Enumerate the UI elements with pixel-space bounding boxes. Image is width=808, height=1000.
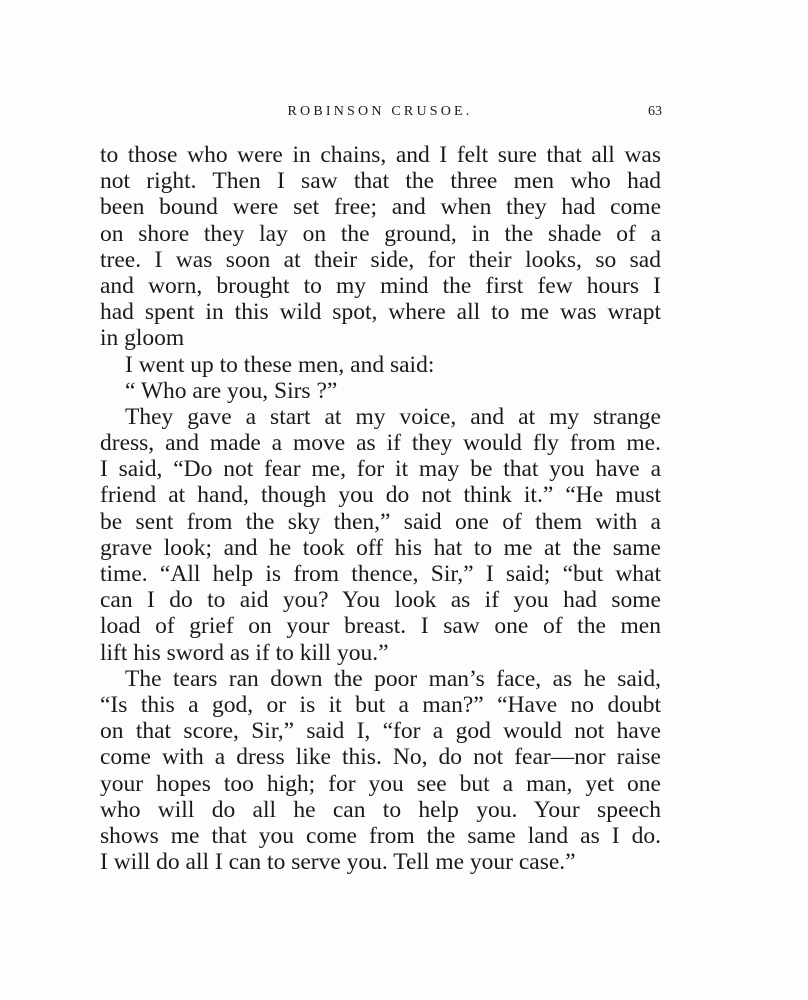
page-number: 63	[648, 104, 662, 119]
text-line: lift his sword as if to kill you.”	[100, 639, 389, 666]
text-line: be sent from the sky then,” said one of them with a	[100, 508, 661, 535]
text-line: “ Who are you, Sirs ?”	[125, 377, 338, 404]
body-text	[100, 142, 661, 875]
text-line: and worn, brought to my mind the first few hours I	[100, 272, 661, 299]
running-head	[100, 104, 660, 124]
text-line: had spent in this wild spot, where all to me was wrapt	[100, 299, 661, 326]
text-line: your hopes too high; for you see but a man, yet one	[100, 770, 661, 797]
text-line: on that score, Sir,” said I, “for a god would not have	[100, 718, 661, 745]
text-line: to those who were in chains, and I felt sure that all was	[100, 142, 661, 168]
text-line: not right. Then I saw that the three men who had	[100, 168, 661, 195]
text-line: on shore they lay on the ground, in the shade of a	[100, 220, 661, 247]
text-line: been bound were set free; and when they had come	[100, 194, 661, 221]
text-line: tree. I was soon at their side, for their looks, so sad	[100, 246, 661, 273]
text-line: The tears ran down the poor man’s face, as he said,	[125, 665, 661, 692]
text-line: I said, “Do not fear me, for it may be that you have a	[100, 456, 661, 483]
text-line: who will do all he can to help you. Your speech	[100, 796, 661, 823]
text-line: grave look; and he took off his hat to me at the same	[100, 534, 661, 561]
text-line: come with a dress like this. No, do not fear—nor raise	[100, 744, 661, 771]
text-line: friend at hand, though you do not think it.” “He must	[100, 482, 661, 509]
running-title: ROBINSON CRUSOE.	[287, 104, 473, 119]
text-line: I went up to these men, and said:	[125, 351, 435, 378]
text-line: “Is this a god, or is it but a man?” “Have no doubt	[100, 691, 661, 718]
text-line: They gave a start at my voice, and at my strange	[125, 403, 661, 430]
text-line: load of grief on your breast. I saw one of the men	[100, 613, 661, 640]
text-line: I will do all I can to serve you. Tell me your case.”	[100, 849, 576, 876]
text-line: can I do to aid you? You look as if you had some	[100, 587, 661, 614]
text-line: time. “All help is from thence, Sir,” I said; “but what	[100, 561, 661, 587]
text-line: shows me that you come from the same land as I do.	[100, 822, 661, 849]
text-line: dress, and made a move as if they would fly from me.	[100, 430, 661, 457]
text-line: in gloom	[100, 325, 185, 352]
